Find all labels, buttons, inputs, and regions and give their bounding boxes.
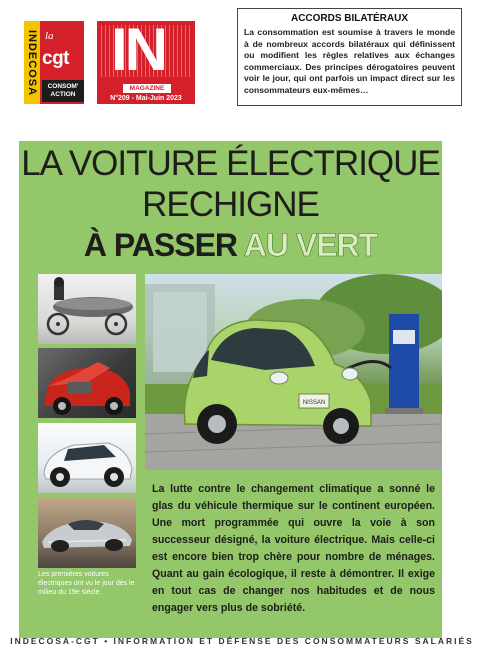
article-title-dark: À PASSER xyxy=(83,227,238,263)
magazine-logo xyxy=(97,21,195,104)
article-title-line3 xyxy=(19,226,442,264)
sidebox-title: ACCORDS BILATÉRAUX xyxy=(290,13,409,24)
article-lead: La lutte contre le changement climatique a sonné le glas du véhicule thermique sur le continent européen. Une mort programmée qui ouvre la voie à son successeur désigné, la voiture électrique. Mais celle-ci est encore bien trop chère pour nombre de ménages. Quant au gain écologique, il reste à démontrer. Il exige en tout cas de changer nos habitudes et de nous engager vers plus de sobriété. xyxy=(152,483,435,614)
page-footer: INDECOSA-CGT • INFORMATION ET DÉFENSE DES CONSOMMATEURS SALARIÉS xyxy=(10,636,474,646)
accords-bilateraux-box xyxy=(237,8,462,106)
article-title-line2: RECHIGNE xyxy=(142,185,319,224)
historic-electric-car-photo xyxy=(38,274,136,344)
green-electric-car-photo xyxy=(145,274,442,470)
indecosa-logo-text: INDECOSA xyxy=(26,29,38,96)
article-title-line1: LA VOITURE ÉLECTRIQUE xyxy=(21,144,440,183)
car-plate-text: NISSAN xyxy=(302,400,326,406)
sidebox-text: La consommation est soumise à travers le monde à de nombreux accords bilatéraux qui définissent ou modifient les règles relatives aux échanges commerciaux. Des principes dérogatoires peuvent voir le jour, qui ont parfois un impact direct sur les consommateurs eux-mêmes… xyxy=(244,27,455,95)
magazine-label: MAGAZINE xyxy=(123,84,171,93)
consom-action-text: CONSOM' ACTION xyxy=(47,83,79,98)
article-title-light: AU VERT xyxy=(243,227,378,263)
white-concept-car-photo xyxy=(38,423,136,493)
red-vintage-car-photo xyxy=(38,348,136,418)
cgt-logo-text: cgt xyxy=(42,48,69,69)
indecosa-logo xyxy=(24,21,40,104)
cgt-logo-la: la xyxy=(45,30,54,42)
magazine-logo-in: IN xyxy=(111,21,165,83)
magazine-issue: N°209 - Mai-Juin 2023 xyxy=(110,95,182,102)
silver-concept-car-photo xyxy=(38,498,136,568)
photo-caption: Les premières voitures électriques ont vu le jour dès le milieu du 19e siècle. xyxy=(38,571,135,596)
consom-action-logo xyxy=(42,80,84,102)
